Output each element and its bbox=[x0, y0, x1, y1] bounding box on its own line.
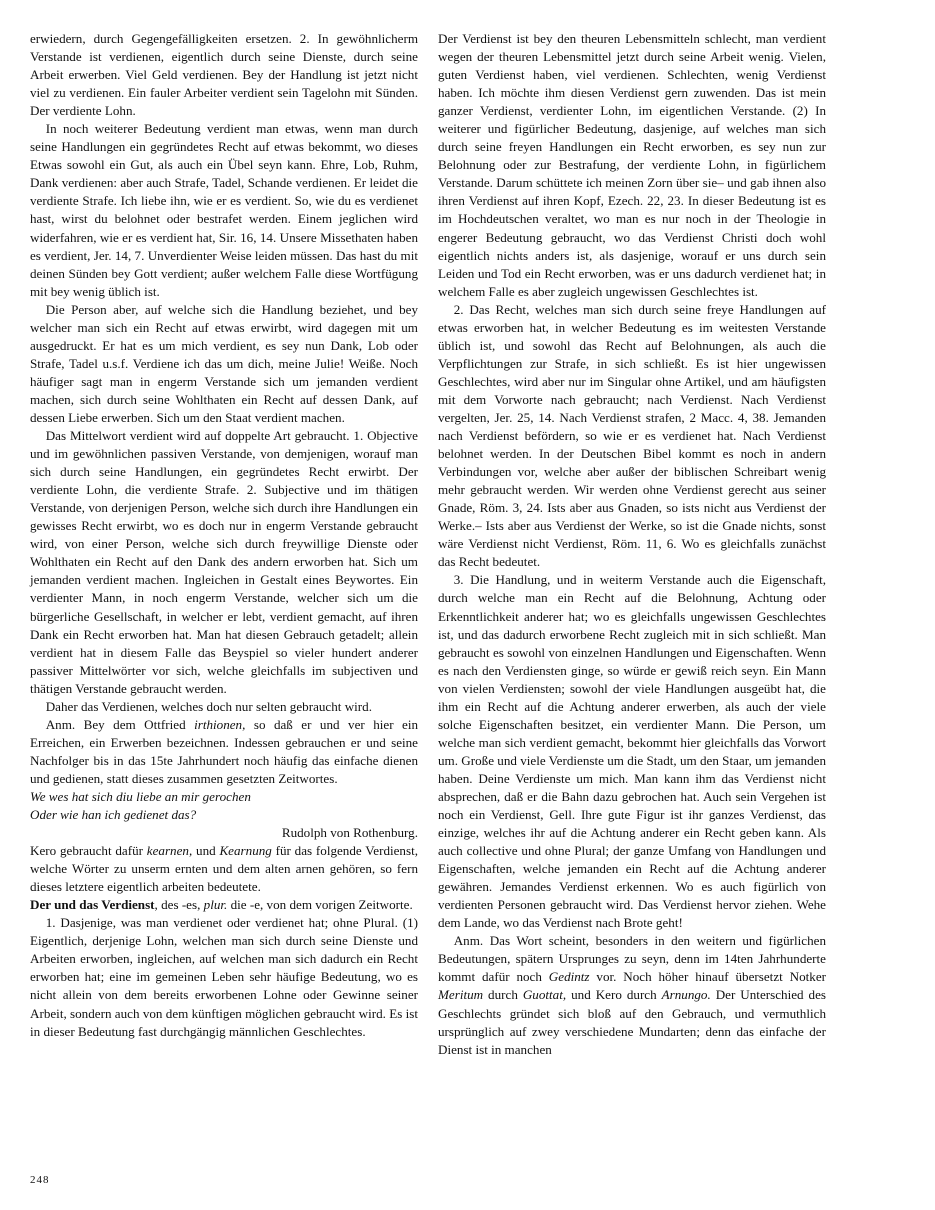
text-run: und bbox=[192, 843, 220, 859]
entry-headword: Der und das Verdienst bbox=[30, 897, 155, 913]
paragraph: 3. Die Handlung, und in weiterm Verstande auch die Eigenschaft, durch welche man ein Recht auf die Belohnung, Achtung oder Erkenntlichkeit anderer hat; wo es gleichfalls ungewissen Geschlechtes ist, und das dadurch erworbene Recht zugleich mit in sich schließt. Man gebraucht es sowohl von einzelnen Handlungen und Eigenschaften. Wenn es nach den Verdiensten ginge, so würde er gewiß reich seyn. Ein Mann von vielen Verdiensten; sowohl der viele Handlungen ausgeübt hat, die ihm ein Recht auf die Achtung anderer erwerben, als auch der viele solche Eigenschaften besitzet, ein verdienter Mann. Die Person, um welche man sich verdient gemacht, bekommt hier gleichfalls das Vorwort um. Große und viele Verdienste um die Stadt, um den Staar, um jemanden haben. Deine Verdienste um mich. Man kann ihm das Verdienst nicht absprechen, daß er die Bahn dazu gebrochen hat. Auch sein Vergehen ist noch ein Verdienst, Gell. Ihre gute Figur ist ihr ganzes Verdienst, das einzige, welches ihr auf die Achtung anderer ein Recht geben kann. Als auch collective und ohne Plural; der ganze Umfang von Handlungen und Eigenschaften, welche jemanden ein Recht auf die Achtung anderer gewähren. Jemandes Verdienst erkennen. Wo es auch figürlich von verdienten Personen gebraucht wird. Das Verdienst hervor ziehen. Wehe dem Lande, wo das Verdienst nach Brote geht! bbox=[438, 572, 826, 931]
paragraph: In noch weiterer Bedeutung verdient man etwas, wenn man durch seine Handlungen ein gegründetes Recht auf etwas bekommt, wo dieses Etwas sowohl ein Gut, als auch ein Übel seyn kann. Ehre, Lob, Ruhm, Dank verdienen: aber auch Strafe, Tadel, Schande verdienen. Er leidet die verdiente Strafe. Ich liebe ihn, wie er es verdient. So, wie du es verdienet hast, wirst du belohnet oder bestrafet werden. Einem jeglichen wird widerfahren, wie er es verdient hat, Sir. 16, 14. Unsere Missethaten haben es verdient, Jer. 14, 7. Unverdienter Weise leiden müssen. Das hast du mit deinen Sünden bey Gott verdient; außer welchem Falle diese Wortfügung mit bey wenig üblich ist. bbox=[30, 121, 418, 299]
text-run: Anm. Das Wort scheint, besonders in den weitern und figürlichen Bedeutungen, spätern Ursprunges zu seyn, denn im 14ten Jahrhunderte kommt dafür noch bbox=[438, 933, 826, 985]
entry-heading-line bbox=[30, 896, 418, 914]
verse-line: We wes hat sich diu liebe an mir gerochen bbox=[30, 788, 251, 804]
text-run: die -e, von dem vorigen Zeitworte. bbox=[227, 897, 413, 913]
text-run: Der Unterschied des Geschlechts gründet sich bloß auf den Gebrauch, und vermuthlich ursprünglich auf zwey verschiedene Mundarten; denn das einfache der Dienst ist in manchen bbox=[438, 987, 826, 1057]
right-column bbox=[438, 30, 826, 1059]
italic-term: kearnen, bbox=[146, 843, 193, 859]
italic-term: Meritum bbox=[438, 987, 484, 1003]
paragraph: Die Person aber, auf welche sich die Handlung beziehet, und bey welcher man sich ein Recht auf etwas erwirbt, wird dagegen mit um ausgedruckt. Er hat es um mich verdient, es sey nun Dank, Lob oder Strafe, Tadel u.s.f. Verdiene ich das um dich, meine Julie! Weiße. Noch häufiger sagt man in engerm Verstande sich um jemanden verdient machen, sich durch seine Wohlthaten ein Recht auf dessen Dank, auf dessen Liebe erwerben. Sich um den Staat verdient machen. bbox=[30, 301, 418, 425]
text-run: und Kero durch bbox=[566, 987, 662, 1003]
italic-term: plur. bbox=[203, 897, 228, 913]
text-run: Anm. Bey dem Ottfried bbox=[45, 716, 195, 732]
verse-attribution: Rudolph von Rothenburg. bbox=[281, 825, 418, 841]
text-run: vor. Noch höher hinauf übersetzt Notker bbox=[589, 969, 827, 985]
paragraph: 1. Dasjenige, was man verdienet oder verdienet hat; ohne Plural. (1) Eigentlich, derjenige Lohn, welchen man sich durch seine Dienste und Arbeiten erworben, ingleichen, auf welchen man sich dadurch ein Recht erworben hat; eine im gemeinen Leben sehr häufige Bedeutung, wo es nicht allein von dem bereits erworbenen Lohne oder Gewinne seiner Arbeit, sondern auch von dem künftigen möglichen gebraucht wird. Es ist in dieser Bedeutung fast durchgängig männlichen Geschlechtes. bbox=[30, 915, 418, 1039]
paragraph: Der Verdienst ist bey den theuren Lebensmitteln schlecht, man verdient wegen der theuren Lebensmittel jetzt durch seine Arbeit wenig. Vielen, guten Verdienst haben, viel verdienen. Schlechten, wenig Verdienst haben. Ich möchte ihm diesen Verdienst gern zuwenden. Das ist mein ganzer Verdienst, verdienter Lohn, im eigentlichen Verstande. (2) In weiterer und figürlicher Bedeutung, dasjenige, auf welches man sich durch seine freyen Handlungen ein Recht erworben, es sey nun zur Belohnung oder zur Bestrafung, der verdiente Lohn, in figürlichem Verstande. Darum schüttete ich meinen Zorn über sie– und gab ihnen also ihren Verdienst auf ihren Kopf, Ezech. 22, 23. In dieser Bedeutung ist es im Hochdeutschen veraltet, wo man es nur noch in der Theologie in engerer Bedeutung gebraucht, wo das Verdienst Christi doch wohl eigentlich nichts anders ist, als dasjenige, worauf er uns durch sein Leiden und Tod ein Recht erworben, was er uns dadurch verdienet hat; in welchem Falle es aber zugleich ungewissen Geschlechtes ist. bbox=[438, 31, 826, 299]
verse-line: Oder wie han ich gedienet das? bbox=[30, 807, 197, 823]
text-run: , des -es, bbox=[154, 897, 204, 913]
note-paragraph bbox=[438, 932, 826, 1058]
paragraph bbox=[30, 842, 418, 896]
left-column bbox=[30, 30, 418, 1041]
paragraph: 2. Das Recht, welches man sich durch seine freye Handlungen auf etwas erworben hat, in welcher Bedeutung es im weitesten Verstande üblich ist, und sowohl das Recht auf Belohnungen, als auch die Verpflichtungen zur Strafe, in sich schließt. Es ist hier ungewissen Geschlechtes, wird aber nur im Singular ohne Artikel, und am häufigsten mit dem Vorworte nach gebraucht; nach Verdienst. Nach Verdienst vergelten, Jer. 25, 14. Nach Verdienst strafen, 2 Macc. 4, 38. Jemanden nach Verdienst befördern, so wie er es verdienet hat. Nach Verdienst belohnet werden. In der Deutschen Bibel kommt es noch in andern Verbindungen vor, welche aber außer der biblischen Schreibart wenig mehr gebraucht werden. Wir werden ohne Verdienst gerecht aus seiner Gnade, Röm. 3, 24. Ists aber aus Gnaden, so ists nicht aus Verdienst der Werke.– Ists aber aus Verdienst der Werke, so ist die Gnade nichts, sonst wäre Verdienst nicht Verdienst, Röm. 11, 6. Wo es gleichfalls zunächst das Recht bedeutet. bbox=[438, 301, 826, 570]
italic-term: Arnungo. bbox=[661, 987, 711, 1003]
text-run: Kero gebraucht dafür bbox=[30, 843, 147, 859]
italic-term: irthionen, bbox=[194, 716, 246, 732]
text-run: so daß er und ver hier ein Erreichen, ein Erwerben bezeichnen. Indessen gebrauchen er und seine Nachfolger bis in das 15te Jahrhundert noch häufig das einfache dienen und gedienen, statt dieses zusammen gesetzten Zeitwortes. bbox=[30, 716, 418, 786]
italic-term: Gedintz bbox=[548, 969, 590, 985]
text-run: durch bbox=[483, 987, 523, 1003]
paragraph: Das Mittelwort verdient wird auf doppelte Art gebraucht. 1. Objective und im gewöhnlichen passiven Verstande, von demjenigen, worauf man sich durch seine Handlungen, ein gegründetes Recht erwirbt. Der verdiente Lohn, die verdiente Strafe. 2. Subjective und im thätigen Verstande, von derjenigen Person, welche sich durch ihre Handlungen ein gewisses Recht erwirbt, wo es doch nur in engerm Verstande gebraucht wird, von einer Person, welche sich durch freywillige Dienste oder Wohlthaten ein Recht auf den Dank des andern erworben hat. Sich um jemanden verdient machen. Ingleichen in Gestalt eines Beywortes. Ein verdienter Mann, in noch engerm Verstande, welcher sich um die bürgerliche Gesellschaft, in welcher er lebt, verdient gemacht, auf ihren Dank ein Recht erworben hat. Man hat diesen Gebrauch getadelt; allein verdient hat in diesem Falle das Beyspiel so vieler hundert anderer passiver Mittelwörter vor sich, welche gleichfalls im subjectiven und thätigen Verstande gebraucht werden. bbox=[30, 428, 418, 696]
note-paragraph bbox=[30, 716, 418, 788]
paragraph: erwiedern, durch Gegengefälligkeiten ersetzen. 2. In gewöhnlicherm Verstande ist verdienen, eigentlich durch seine Dienste, durch seine Arbeit erwerben. Viel Geld verdienen. Bey der Handlung ist jetzt nicht viel zu verdienen. Ein fauler Arbeiter verdient sein Tagelohn mit Sünden. Der verdiente Lohn. bbox=[30, 31, 418, 119]
italic-term: Kearnung bbox=[219, 843, 272, 859]
italic-term: Guottat, bbox=[522, 987, 567, 1003]
page-number: 248 bbox=[30, 1174, 50, 1186]
paragraph: Daher das Verdienen, welches doch nur selten gebraucht wird. bbox=[45, 698, 372, 714]
text-run: für das folgende Verdienst, welche Wörter zu unserm ernten und dem alten arnen gehören, so fern dieses letztere eigentlich arbeiten bedeutete. bbox=[30, 843, 418, 895]
